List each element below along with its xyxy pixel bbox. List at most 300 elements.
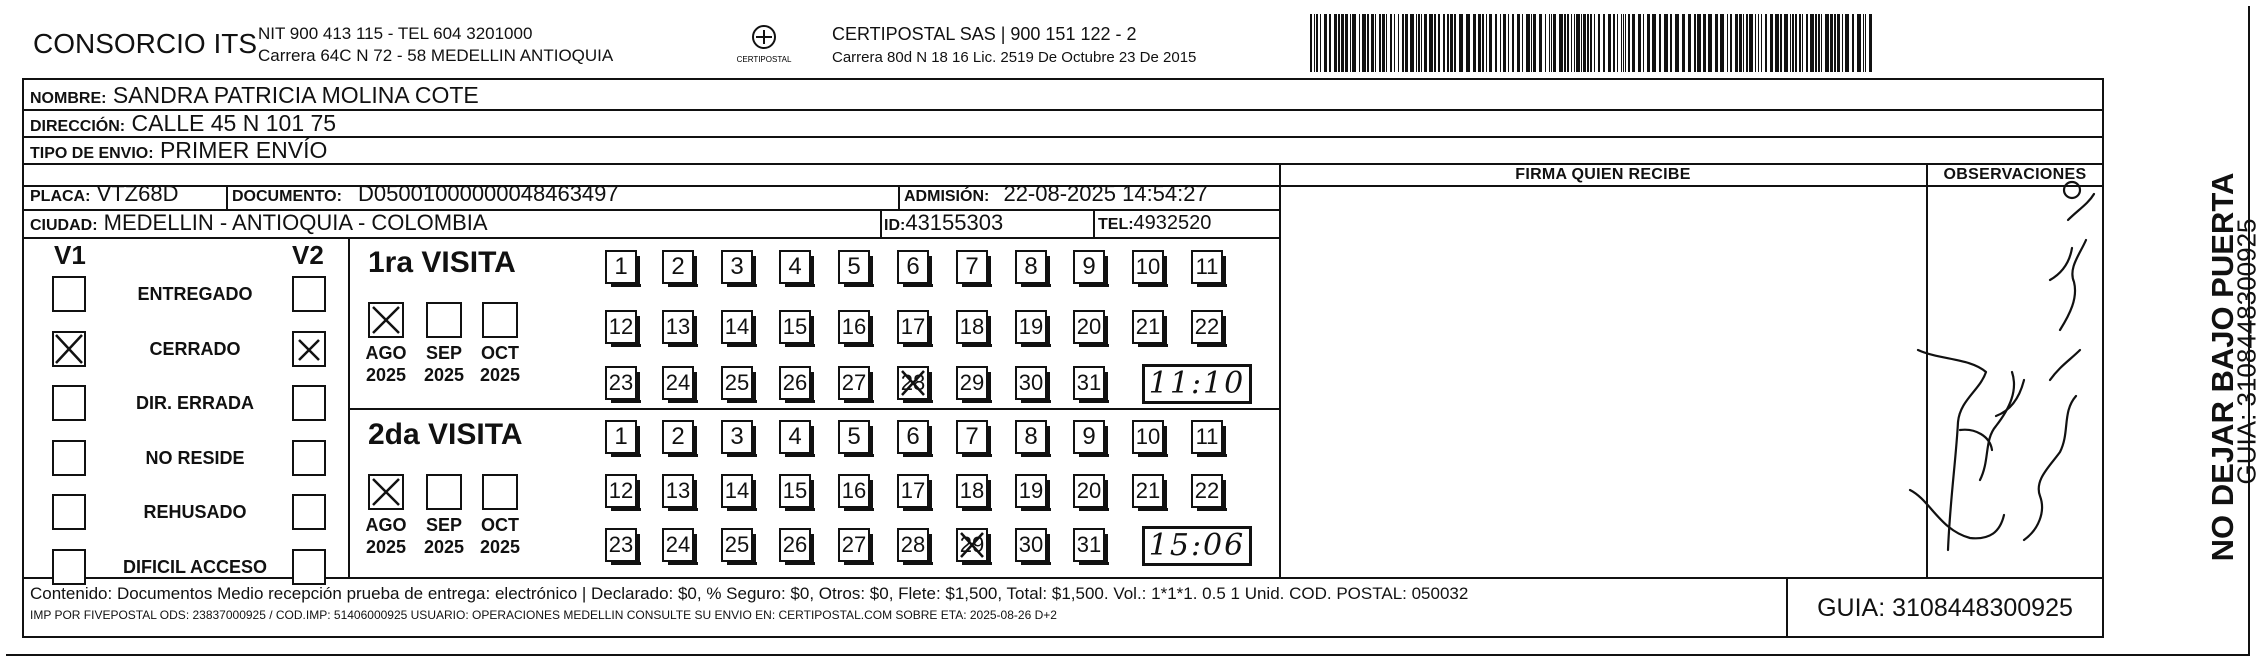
day-box-10[interactable]: 10	[1132, 250, 1164, 284]
day-box-19[interactable]: 19	[1015, 474, 1047, 508]
barcode-bar	[1628, 14, 1630, 72]
barcode-bar	[1564, 14, 1566, 72]
v2-label: V2	[292, 240, 324, 270]
day-box-21[interactable]: 21	[1132, 474, 1164, 508]
barcode-bar	[1708, 14, 1712, 72]
frame-top	[22, 78, 2104, 80]
barcode-bar	[1720, 14, 1724, 72]
status-label: DIFICIL ACCESO	[122, 557, 267, 577]
barcode-bar	[1625, 14, 1626, 72]
barcode-bar	[1459, 14, 1463, 72]
barcode-bar	[1526, 14, 1530, 72]
v1-checkbox-entregado[interactable]	[52, 276, 86, 312]
barcode-bar	[1806, 14, 1808, 72]
barcode-bar	[1810, 14, 1814, 72]
day-box-23[interactable]: 23	[605, 528, 637, 562]
barcode-bar	[1775, 14, 1779, 72]
side-no-dejar: NO DEJAR BAJO PUERTA	[2205, 172, 2240, 562]
month-year: 2025	[479, 365, 521, 385]
day-box-26[interactable]: 26	[779, 366, 811, 400]
v2-check-mark	[296, 337, 322, 363]
id-divider	[880, 209, 882, 237]
admision-divider	[898, 185, 900, 209]
barcode-bar	[1587, 14, 1589, 72]
barcode-bar	[1350, 14, 1351, 72]
v2-checkbox-rehusado[interactable]	[292, 494, 326, 530]
barcode-bar	[1379, 14, 1381, 72]
barcode-bar	[1703, 14, 1706, 72]
day-box-7[interactable]: 7	[956, 250, 988, 284]
day-box-18[interactable]: 18	[956, 310, 988, 344]
barcode-bar	[1795, 14, 1797, 72]
id-field	[884, 209, 1003, 240]
day-box-1[interactable]: 1	[605, 250, 637, 284]
barcode-bar	[1608, 14, 1611, 72]
day-box-3[interactable]: 3	[721, 420, 753, 454]
tipo-envio-field	[30, 136, 327, 168]
barcode-bar	[1739, 14, 1742, 72]
day-box-6[interactable]: 6	[897, 420, 929, 454]
barcode-bar	[1643, 14, 1644, 72]
barcode-bar	[1583, 14, 1586, 72]
day-box-16[interactable]: 16	[838, 474, 870, 508]
day-box-12[interactable]: 12	[605, 310, 637, 344]
day-box-5[interactable]: 5	[838, 250, 870, 284]
v1-checkbox-dir-errada[interactable]	[52, 385, 86, 421]
direccion-label: DIRECCIÓN:	[30, 118, 126, 135]
barcode-bar	[1792, 14, 1794, 72]
v2-checkbox-dificil-acceso[interactable]	[292, 549, 326, 585]
placa-value: VTZ68D	[96, 181, 179, 206]
month-name: SEP	[425, 515, 463, 535]
barcode-bar	[1815, 14, 1817, 72]
barcode-bar	[1780, 14, 1782, 72]
visit-title-1: 1ra VISITA	[368, 246, 516, 279]
barcode-bar	[1418, 14, 1420, 72]
barcode-bar	[1755, 14, 1756, 72]
barcode-bar	[1482, 14, 1484, 72]
day-box-17[interactable]: 17	[897, 474, 929, 508]
barcode-bar	[1784, 14, 1788, 72]
barcode-bar	[1473, 14, 1476, 72]
barcode-bar	[1603, 14, 1605, 72]
day-box-6[interactable]: 6	[897, 250, 929, 284]
day-box-12[interactable]: 12	[605, 474, 637, 508]
barcode-bar	[1454, 14, 1456, 72]
barcode-bar	[1539, 14, 1542, 72]
footer-imp: IMP POR FIVEPOSTAL ODS: 23837000925 / COD.IMP: 51406000925 USUARIO: OPERACIONES MEDELLIN CONSULTE SU ENVIO EN: CERTIPOSTAL.COM SOBRE ETA: 2025-08-26 D+2	[30, 608, 1057, 622]
barcode-bar	[1559, 14, 1563, 72]
barcode-bar	[1802, 14, 1803, 72]
barcode-bar	[1730, 14, 1732, 72]
barcode-bar	[1830, 14, 1833, 72]
month-checkbox-oct-1[interactable]	[482, 302, 518, 338]
id-label: ID:	[884, 217, 906, 234]
barcode-bar	[1659, 14, 1661, 72]
v2-checkbox-no-reside[interactable]	[292, 440, 326, 476]
barcode-bar	[1500, 14, 1501, 72]
barcode-bar	[1697, 14, 1701, 72]
admision-value: 22-08-2025 14:54:27	[1003, 181, 1208, 206]
documento-label: DOCUMENTO:	[232, 188, 342, 205]
barcode-bar	[1621, 14, 1622, 72]
certipostal-logo	[732, 22, 796, 68]
day-mark	[958, 530, 986, 560]
tel-label: TEL:	[1098, 216, 1134, 233]
month-checkbox-sep-2[interactable]	[426, 474, 462, 510]
day-box-1[interactable]: 1	[605, 420, 637, 454]
barcode-bar	[1478, 14, 1481, 72]
barcode-bar	[1652, 14, 1656, 72]
visit-title-2: 2da VISITA	[368, 418, 523, 451]
day-box-14[interactable]: 14	[721, 474, 753, 508]
barcode-bar	[1842, 14, 1843, 72]
v1-checkbox-no-reside[interactable]	[52, 440, 86, 476]
admision-label: ADMISIÓN:	[904, 188, 990, 205]
day-box-25[interactable]: 25	[721, 528, 753, 562]
barcode-bar	[1394, 14, 1395, 72]
documento-field	[232, 180, 619, 211]
day-box-7[interactable]: 7	[956, 420, 988, 454]
nombre-value: SANDRA PATRICIA MOLINA COTE	[112, 82, 479, 108]
placa-field	[30, 180, 178, 211]
barcode-bar	[1623, 14, 1624, 72]
barcode-bar	[1735, 14, 1738, 72]
logo-text: CERTIPOSTAL	[736, 55, 792, 64]
v2-checkbox-entregado[interactable]	[292, 276, 326, 312]
barcode-bar	[1765, 14, 1767, 72]
status-label: NO RESIDE	[145, 448, 245, 468]
carrier-address: Carrera 80d N 18 16 Lic. 2519 De Octubre 23 De 2015	[832, 49, 1197, 66]
barcode-bar	[1834, 14, 1836, 72]
barcode-bar	[1638, 14, 1641, 72]
visit-time-box-2[interactable]	[1142, 526, 1252, 566]
barcode-bar	[1352, 14, 1356, 72]
barcode-bar	[1362, 14, 1366, 72]
firma-divider	[1279, 163, 1281, 578]
barcode-bar	[1845, 14, 1849, 72]
ciudad-field	[30, 209, 488, 240]
firma-header: FIRMA QUIEN RECIBE	[1515, 166, 1691, 183]
barcode-bar	[1746, 14, 1748, 72]
month-label	[358, 342, 414, 386]
tel-divider	[1093, 209, 1095, 237]
footer-contenido: Contenido: Documentos Medio recepción prueba de entrega: electrónico | Declarado: $0, % Seguro: $0, Otros: $0, Flete: $1,500, Total: $1,500. Vol.: 1*1*1. 0.5 1 Unid. COD. POSTAL: 050032	[30, 584, 1469, 603]
barcode-bar	[1857, 14, 1861, 72]
barcode-bar	[1489, 14, 1492, 72]
barcode-bar	[1314, 14, 1315, 72]
documento-value: D05001000000048463497	[358, 181, 619, 206]
status-divider	[348, 237, 350, 577]
day-box-13[interactable]: 13	[662, 474, 694, 508]
day-box-13[interactable]: 13	[662, 310, 694, 344]
day-box-28[interactable]: 28	[897, 528, 929, 562]
day-box-29[interactable]: 29	[956, 528, 988, 562]
month-label	[358, 514, 414, 558]
barcode-bar	[1694, 14, 1696, 72]
month-label	[416, 342, 472, 386]
ciudad-value: MEDELLIN - ANTIOQUIA - COLOMBIA	[103, 210, 488, 235]
barcode-bar	[1405, 14, 1408, 72]
day-box-20[interactable]: 20	[1073, 310, 1105, 344]
month-check-mark	[370, 304, 402, 336]
barcode-bar	[1512, 14, 1514, 72]
barcode-bar	[1503, 14, 1506, 72]
day-box-2[interactable]: 2	[662, 420, 694, 454]
month-year: 2025	[423, 365, 465, 385]
barcode-bar	[1390, 14, 1392, 72]
barcode-bar	[1398, 14, 1399, 72]
day-box-8[interactable]: 8	[1015, 250, 1047, 284]
barcode-bar	[1367, 14, 1369, 72]
barcode-bar	[1727, 14, 1728, 72]
frame-bottom	[22, 636, 2104, 638]
barcode-bar	[1517, 14, 1520, 72]
barcode-bar	[1320, 14, 1321, 72]
barcode-bar	[1571, 14, 1572, 72]
v1-checkbox-dificil-acceso[interactable]	[52, 549, 86, 585]
v1-checkbox-rehusado[interactable]	[52, 494, 86, 530]
barcode-bar	[1761, 14, 1762, 72]
barcode-bar	[1324, 14, 1327, 72]
day-box-4[interactable]: 4	[779, 420, 811, 454]
day-box-11[interactable]: 11	[1191, 250, 1223, 284]
barcode-bar	[1869, 14, 1872, 72]
barcode-bar	[1567, 14, 1569, 72]
barcode	[1310, 14, 1875, 72]
barcode-bar	[1632, 14, 1635, 72]
day-box-15[interactable]: 15	[779, 474, 811, 508]
day-box-16[interactable]: 16	[838, 310, 870, 344]
barcode-bar	[1508, 14, 1509, 72]
barcode-bar	[1715, 14, 1718, 72]
barcode-bar	[1447, 14, 1449, 72]
direccion-value: CALLE 45 N 101 75	[131, 110, 337, 136]
barcode-bar	[1438, 14, 1440, 72]
visit-time-box-1[interactable]	[1142, 364, 1252, 404]
month-label	[472, 342, 528, 386]
month-name: AGO	[365, 515, 407, 535]
day-box-26[interactable]: 26	[779, 528, 811, 562]
barcode-bar	[1371, 14, 1374, 72]
day-box-28[interactable]: 28	[897, 366, 929, 400]
day-box-30[interactable]: 30	[1015, 528, 1047, 562]
tel-field	[1098, 209, 1211, 239]
barcode-bar	[1682, 14, 1685, 72]
month-name: AGO	[365, 343, 407, 363]
barcode-bar	[1743, 14, 1744, 72]
barcode-bar	[1421, 14, 1422, 72]
barcode-bar	[1375, 14, 1376, 72]
day-box-10[interactable]: 10	[1132, 420, 1164, 454]
barcode-bar	[1799, 14, 1801, 72]
barcode-bar	[1416, 14, 1417, 72]
v1-label: V1	[54, 240, 86, 270]
month-checkbox-oct-2[interactable]	[482, 474, 518, 510]
barcode-bar	[1837, 14, 1840, 72]
barcode-bar	[1758, 14, 1759, 72]
day-box-14[interactable]: 14	[721, 310, 753, 344]
month-check-mark	[370, 476, 402, 508]
barcode-bar	[1486, 14, 1487, 72]
nombre-label: NOMBRE:	[30, 90, 107, 107]
month-year: 2025	[479, 537, 521, 557]
barcode-bar	[1664, 14, 1668, 72]
tipo-envio-value: PRIMER ENVÍO	[159, 137, 328, 163]
barcode-bar	[1531, 14, 1532, 72]
side-guia: GUIA: 3108448300925	[2231, 218, 2262, 485]
placa-label: PLACA:	[30, 188, 91, 205]
day-box-25[interactable]: 25	[721, 366, 753, 400]
barcode-bar	[1329, 14, 1331, 72]
day-box-17[interactable]: 17	[897, 310, 929, 344]
barcode-bar	[1466, 14, 1470, 72]
barcode-bar	[1450, 14, 1453, 72]
barcode-bar	[1688, 14, 1691, 72]
barcode-bar	[1334, 14, 1337, 72]
admision-field	[904, 180, 1208, 211]
barcode-bar	[1382, 14, 1385, 72]
barcode-bar	[1533, 14, 1536, 72]
barcode-bar	[1551, 14, 1552, 72]
barcode-bar	[1647, 14, 1650, 72]
ciudad-label: CIUDAD:	[30, 217, 98, 234]
day-box-8[interactable]: 8	[1015, 420, 1047, 454]
day-box-9[interactable]: 9	[1073, 250, 1105, 284]
barcode-bar	[1345, 14, 1348, 72]
barcode-bar	[1495, 14, 1497, 72]
barcode-bar	[1574, 14, 1575, 72]
day-box-23[interactable]: 23	[605, 366, 637, 400]
barcode-bar	[1581, 14, 1582, 72]
day-box-15[interactable]: 15	[779, 310, 811, 344]
day-box-2[interactable]: 2	[662, 250, 694, 284]
row-line-3	[22, 163, 2104, 165]
day-box-29[interactable]: 29	[956, 366, 988, 400]
barcode-bar	[1553, 14, 1556, 72]
status-label: DIR. ERRADA	[135, 393, 254, 413]
day-box-31[interactable]: 31	[1073, 528, 1105, 562]
barcode-bar	[1598, 14, 1600, 72]
footer-line	[22, 577, 2104, 579]
day-box-4[interactable]: 4	[779, 250, 811, 284]
barcode-bar	[1594, 14, 1595, 72]
month-label	[416, 514, 472, 558]
month-label	[472, 514, 528, 558]
barcode-bar	[1545, 14, 1546, 72]
outer-frame-bottom	[6, 654, 2250, 656]
carrier-name: CERTIPOSTAL SAS | 900 151 122 - 2	[832, 24, 1137, 44]
company-name: CONSORCIO ITS	[33, 28, 258, 59]
barcode-bar	[1749, 14, 1753, 72]
day-box-18[interactable]: 18	[956, 474, 988, 508]
barcode-bar	[1443, 14, 1445, 72]
barcode-bar	[1424, 14, 1427, 72]
barcode-bar	[1790, 14, 1791, 72]
barcode-bar	[1770, 14, 1773, 72]
status-label: CERRADO	[149, 339, 241, 359]
barcode-bar	[1310, 14, 1312, 72]
day-box-11[interactable]: 11	[1191, 420, 1223, 454]
status-label: REHUSADO	[143, 502, 247, 522]
placa-divider	[226, 185, 228, 209]
day-box-27[interactable]: 27	[838, 366, 870, 400]
barcode-bar	[1549, 14, 1550, 72]
barcode-bar	[1818, 14, 1820, 72]
footer-guia: GUIA: 3108448300925	[1817, 594, 2073, 622]
barcode-bar	[1670, 14, 1672, 72]
frame-left	[22, 78, 24, 638]
day-box-24[interactable]: 24	[662, 366, 694, 400]
visit-divider	[348, 408, 1280, 410]
day-box-24[interactable]: 24	[662, 528, 694, 562]
day-box-9[interactable]: 9	[1073, 420, 1105, 454]
day-mark	[899, 368, 927, 398]
month-name: SEP	[425, 343, 463, 363]
barcode-bar	[1821, 14, 1822, 72]
day-box-30[interactable]: 30	[1015, 366, 1047, 400]
day-box-31[interactable]: 31	[1073, 366, 1105, 400]
month-name: OCT	[481, 515, 519, 535]
barcode-bar	[1852, 14, 1854, 72]
month-name: OCT	[481, 343, 519, 363]
month-year: 2025	[365, 365, 407, 385]
barcode-bar	[1825, 14, 1829, 72]
day-box-22[interactable]: 22	[1191, 310, 1223, 344]
tipo-envio-label: TIPO DE ENVIO:	[30, 145, 154, 162]
day-box-21[interactable]: 21	[1132, 310, 1164, 344]
v1-check-mark	[53, 332, 85, 366]
signature-drawing	[1900, 160, 2110, 580]
barcode-bar	[1613, 14, 1615, 72]
tel-value: 4932520	[1133, 212, 1212, 234]
observaciones-header: OBSERVACIONES	[1943, 166, 2087, 183]
barcode-bar	[1359, 14, 1360, 72]
day-box-3[interactable]: 3	[721, 250, 753, 284]
v2-checkbox-dir-errada[interactable]	[292, 385, 326, 421]
month-year: 2025	[423, 537, 465, 557]
status-label: ENTREGADO	[137, 284, 253, 304]
day-box-22[interactable]: 22	[1191, 474, 1223, 508]
day-box-5[interactable]: 5	[838, 420, 870, 454]
day-box-27[interactable]: 27	[838, 528, 870, 562]
day-box-20[interactable]: 20	[1073, 474, 1105, 508]
barcode-bar	[1341, 14, 1344, 72]
barcode-bar	[1617, 14, 1618, 72]
barcode-bar	[1675, 14, 1679, 72]
month-year: 2025	[365, 537, 407, 557]
month-checkbox-sep-1[interactable]	[426, 302, 462, 338]
barcode-bar	[1386, 14, 1387, 72]
barcode-bar	[1316, 14, 1318, 72]
id-value: 43155303	[905, 210, 1004, 235]
barcode-bar	[1338, 14, 1340, 72]
barcode-bar	[1865, 14, 1866, 72]
barcode-bar	[1522, 14, 1523, 72]
barcode-bar	[1576, 14, 1580, 72]
barcode-bar	[1434, 14, 1436, 72]
company-nit: NIT 900 413 115 - TEL 604 3201000	[258, 24, 533, 43]
visit-time-value: 11:10	[1148, 366, 1246, 401]
barcode-bar	[1863, 14, 1864, 72]
visit-time-value: 15:06	[1148, 528, 1246, 563]
company-address: Carrera 64C N 72 - 58 MEDELLIN ANTIOQUIA	[258, 46, 614, 65]
day-box-19[interactable]: 19	[1015, 310, 1047, 344]
barcode-bar	[1429, 14, 1433, 72]
barcode-bar	[1590, 14, 1592, 72]
barcode-bar	[1410, 14, 1414, 72]
barcode-bar	[1402, 14, 1404, 72]
